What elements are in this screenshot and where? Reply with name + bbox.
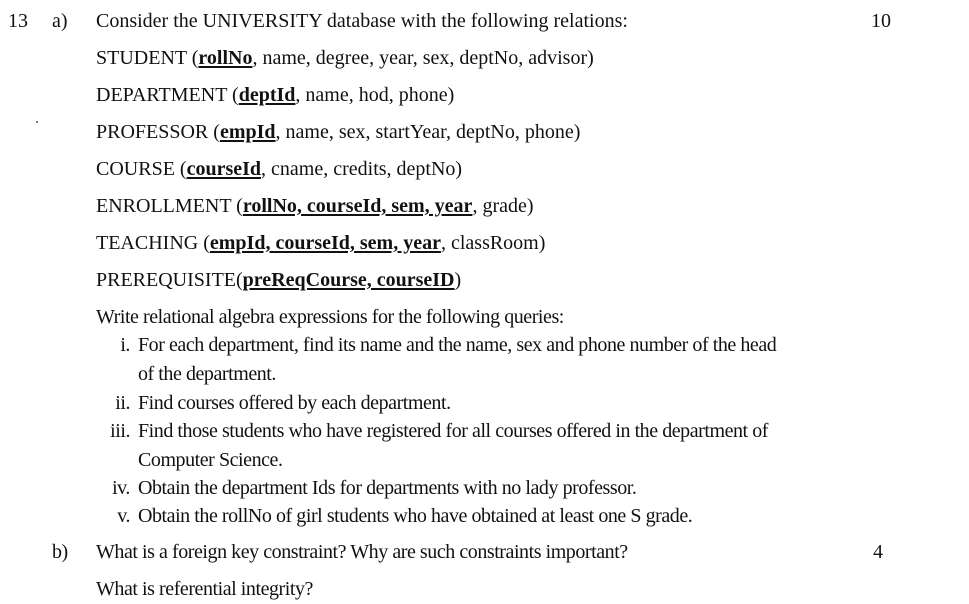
query-text: For each department, find its name and the name, sex and phone number of the head <box>138 334 777 356</box>
query-numeral: iv. <box>112 477 130 499</box>
primary-key: rollNo <box>198 47 253 69</box>
query-numeral: iii. <box>110 420 130 442</box>
relation-name: COURSE ( <box>96 158 187 180</box>
relation-name: PROFESSOR ( <box>96 121 220 143</box>
relation-name: TEACHING ( <box>96 232 210 254</box>
relation-professor <box>96 120 580 144</box>
query-text: Obtain the rollNo of girl students who have obtained at least one S grade. <box>138 505 693 527</box>
part-a-marks: 10 <box>871 10 891 32</box>
primary-key: courseId <box>186 158 262 180</box>
primary-key: rollNo, courseId, sem, year <box>242 195 473 217</box>
query-text: Find courses offered by each department. <box>138 392 451 414</box>
relation-name: STUDENT ( <box>96 47 199 69</box>
relation-attributes: , name, degree, year, sex, deptNo, advisor) <box>252 47 594 69</box>
relation-name: DEPARTMENT ( <box>96 84 239 106</box>
relation-attributes: ) <box>454 269 462 291</box>
relation-enrollment <box>96 194 534 218</box>
relation-name: ENROLLMENT ( <box>96 195 243 217</box>
query-numeral: v. <box>117 505 130 527</box>
relation-department <box>96 83 454 107</box>
primary-key: preReqCourse, courseID <box>242 269 455 291</box>
relation-attributes: , name, hod, phone) <box>295 84 455 106</box>
relation-prerequisite <box>96 268 461 292</box>
scan-speck <box>36 121 38 123</box>
relation-attributes: , cname, credits, deptNo) <box>261 158 463 180</box>
primary-key: deptId <box>238 84 296 106</box>
relation-course <box>96 157 462 181</box>
primary-key: empId, courseId, sem, year <box>209 232 441 254</box>
instruction-text: Write relational algebra expressions for the following queries: <box>96 306 564 328</box>
query-text: Obtain the department Ids for departments with no lady professor. <box>138 477 637 499</box>
part-b-label: b) <box>52 541 68 563</box>
part-a-intro: Consider the UNIVERSITY database with the following relations: <box>96 10 628 32</box>
query-text-cont: Computer Science. <box>138 449 283 471</box>
query-numeral: ii. <box>115 392 130 414</box>
relation-student <box>96 46 594 70</box>
relation-attributes: , classRoom) <box>440 232 546 254</box>
part-b-text: What is a foreign key constraint? Why are such constraints important? <box>96 541 628 563</box>
relation-teaching <box>96 231 545 255</box>
query-text-cont: of the department. <box>138 363 276 385</box>
part-a-label: a) <box>52 10 68 32</box>
query-text: Find those students who have registered for all courses offered in the department of <box>138 420 768 442</box>
part-b-text-cont: What is referential integrity? <box>96 578 313 600</box>
primary-key: empId <box>219 121 276 143</box>
part-b-marks: 4 <box>873 541 883 563</box>
relation-name: PREREQUISITE( <box>96 269 243 291</box>
query-numeral: i. <box>120 334 130 356</box>
relation-attributes: , name, sex, startYear, deptNo, phone) <box>275 121 581 143</box>
question-number: 13 <box>8 10 28 32</box>
relation-attributes: , grade) <box>472 195 534 217</box>
